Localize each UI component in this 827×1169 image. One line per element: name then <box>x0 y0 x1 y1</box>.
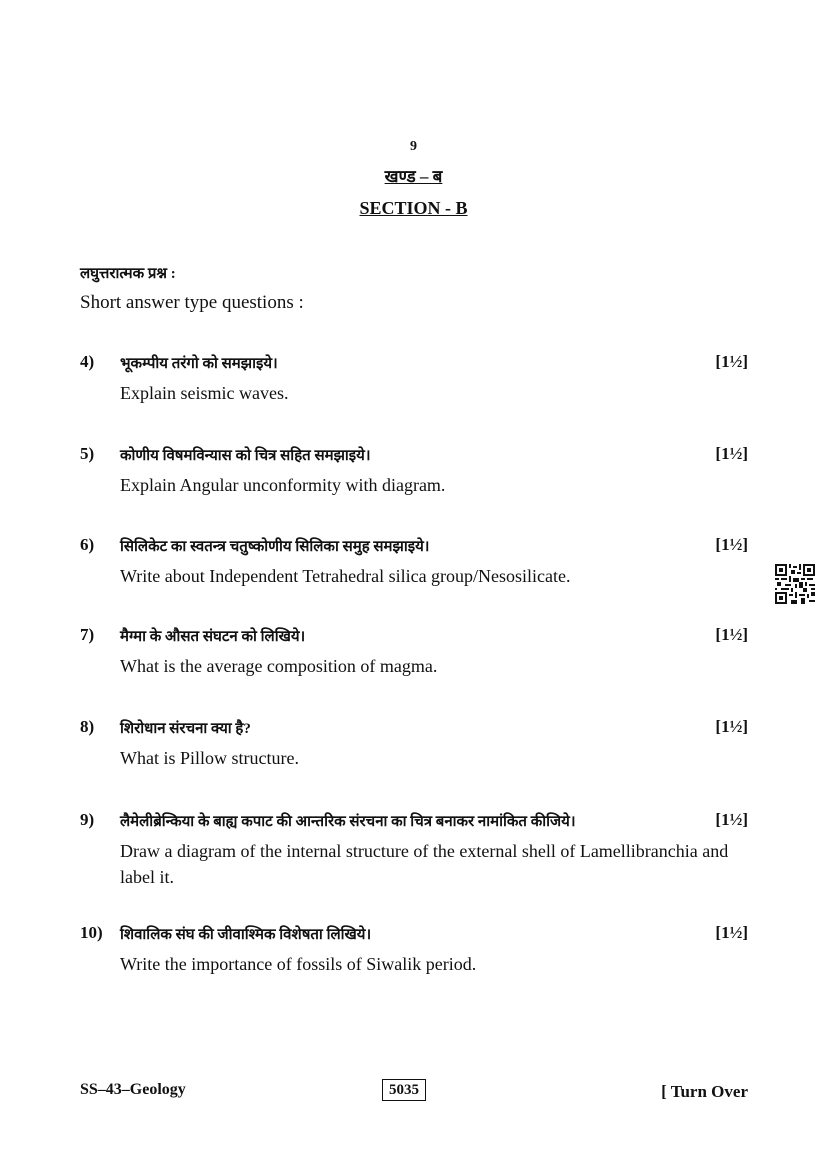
question-6 <box>80 535 748 589</box>
section-heading <box>0 198 827 219</box>
question-text-english: What is Pillow structure. <box>120 748 299 768</box>
question-5 <box>80 444 748 498</box>
page-number: 9 <box>410 139 417 154</box>
question-marks: [1½] <box>715 810 748 829</box>
question-text-english: Draw a diagram of the internal structure of the external shell of Lamellibranchia and label it. <box>120 841 729 887</box>
question-marks: [1½] <box>715 535 748 554</box>
footer-paper-code: SS–43–Geology <box>80 1081 186 1098</box>
section-heading-hindi <box>0 164 827 187</box>
question-text-english: Explain seismic waves. <box>120 383 289 403</box>
intro-hindi: लघुत्तरात्मक प्रश्न : <box>80 266 176 282</box>
question-text-hindi: सिलिकेट का स्वतन्त्र चतुष्कोणीय सिलिका समुह समझाइये। <box>120 539 430 555</box>
question-number: 4) <box>80 352 95 371</box>
question-text-hindi: शिरोधान संरचना क्या है? <box>120 721 251 737</box>
question-number: 7) <box>80 625 95 644</box>
question-header <box>80 535 748 559</box>
question-text-english: Explain Angular unconformity with diagram. <box>120 475 446 495</box>
question-10 <box>80 923 748 977</box>
question-text-english: What is the average composition of magma. <box>120 656 438 676</box>
question-text-english: Write the importance of fossils of Siwalik period. <box>120 954 477 974</box>
qr-code-icon <box>775 564 815 604</box>
section-heading-hindi-text: खण्ड – ब <box>384 167 443 186</box>
question-text-hindi: लैमेलीब्रेन्किया के बाह्य कपाट की आन्तरिक संरचना का चित्र बनाकर नामांकित कीजिये। <box>120 814 576 830</box>
footer-series-box: 5035 <box>382 1079 426 1101</box>
question-header <box>80 810 748 834</box>
question-text-hindi: कोणीय विषमविन्यास को चित्र सहित समझाइये। <box>120 448 371 464</box>
question-8 <box>80 717 748 771</box>
question-marks: [1½] <box>715 923 748 942</box>
question-text-hindi: भूकम्पीय तरंगो को समझाइये। <box>120 356 278 372</box>
question-header <box>80 444 748 468</box>
question-text-hindi: मैग्मा के औसत संघटन को लिखिये। <box>120 629 306 645</box>
question-marks: [1½] <box>715 352 748 371</box>
question-header <box>80 717 748 741</box>
question-marks: [1½] <box>715 444 748 463</box>
question-text-english: Write about Independent Tetrahedral silica group/Nesosilicate. <box>120 566 571 586</box>
section-heading-text: SECTION - B <box>359 198 468 218</box>
question-number: 9) <box>80 810 95 829</box>
question-4 <box>80 352 748 406</box>
question-number: 5) <box>80 444 95 463</box>
question-marks: [1½] <box>715 625 748 644</box>
question-number: 10) <box>80 923 103 942</box>
question-header <box>80 625 748 649</box>
question-header <box>80 352 748 376</box>
question-7 <box>80 625 748 679</box>
question-number: 6) <box>80 535 95 554</box>
question-marks: [1½] <box>715 717 748 736</box>
footer-turn-over: [ Turn Over <box>661 1082 748 1101</box>
question-text-hindi: शिवालिक संघ की जीवाश्मिक विशेषता लिखिये। <box>120 927 372 943</box>
intro-english: Short answer type questions : <box>80 292 304 313</box>
question-9 <box>80 810 748 890</box>
question-header <box>80 923 748 947</box>
question-number: 8) <box>80 717 95 736</box>
